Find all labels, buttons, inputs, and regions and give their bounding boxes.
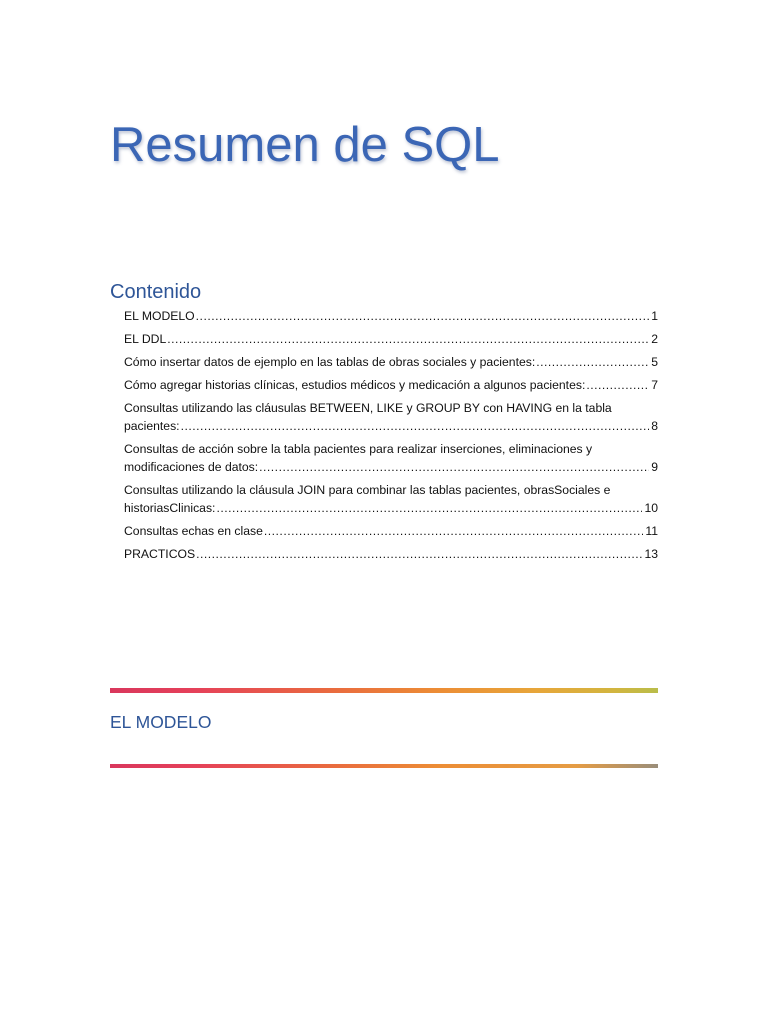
toc-line xyxy=(124,545,658,563)
toc-entry-consultas-accion[interactable] xyxy=(124,440,658,476)
toc-entry-text: EL DDL xyxy=(124,332,167,346)
toc-line xyxy=(124,376,658,394)
toc-entry-text-continued: modificaciones de datos: xyxy=(124,460,259,474)
toc-dot-leader xyxy=(196,545,642,563)
toc-entry-text-continued: historiasClinicas: xyxy=(124,501,216,515)
toc-entry-consultas-between[interactable] xyxy=(124,399,658,435)
toc-entry-el-modelo[interactable] xyxy=(124,307,658,325)
toc-entry-text: Consultas utilizando las cláusulas BETWEEN, LIKE y GROUP BY con HAVING en la tabla xyxy=(124,401,612,415)
toc-entry-text: Cómo agregar historias clínicas, estudios médicos y medicación a algunos pacientes: xyxy=(124,378,586,392)
toc-line xyxy=(124,458,658,476)
toc-page-number: 13 xyxy=(644,547,658,561)
toc-dot-leader xyxy=(264,522,643,540)
toc-dot-leader xyxy=(259,458,649,476)
toc-entry-consultas-clase[interactable] xyxy=(124,522,658,540)
toc-page-number: 1 xyxy=(651,309,658,323)
document-title: Resumen de SQL xyxy=(110,118,500,172)
section-divider-bottom xyxy=(110,764,658,768)
toc-entry-insertar-datos[interactable] xyxy=(124,353,658,371)
toc-page-number: 10 xyxy=(644,501,658,515)
toc-heading: Contenido xyxy=(110,281,202,303)
toc-entry-practicos[interactable] xyxy=(124,545,658,563)
toc-page-number: 9 xyxy=(651,460,658,474)
toc-line xyxy=(124,353,658,371)
toc-entry-consultas-join[interactable] xyxy=(124,481,658,517)
toc-entry-agregar-historias[interactable] xyxy=(124,376,658,394)
toc-entry-el-ddl[interactable] xyxy=(124,330,658,348)
toc-dot-leader xyxy=(181,417,650,435)
toc-page-number: 7 xyxy=(651,378,658,392)
toc-entry-text: Consultas utilizando la cláusula JOIN para combinar las tablas pacientes, obrasSociales e xyxy=(124,483,611,497)
toc-line xyxy=(124,499,658,517)
table-of-contents xyxy=(124,307,658,568)
section-heading: EL MODELO xyxy=(110,712,212,732)
toc-entry-text-continued: pacientes: xyxy=(124,419,180,433)
toc-page-number: 2 xyxy=(651,332,658,346)
toc-entry-text: Cómo insertar datos de ejemplo en las tablas de obras sociales y pacientes: xyxy=(124,355,536,369)
toc-entry-text: PRACTICOS xyxy=(124,547,196,561)
toc-line xyxy=(124,522,658,540)
toc-dot-leader xyxy=(536,353,649,371)
toc-entry-text: Consultas de acción sobre la tabla pacientes para realizar inserciones, eliminaciones y xyxy=(124,442,593,456)
toc-dot-leader xyxy=(586,376,649,394)
toc-entry-text: EL MODELO xyxy=(124,309,195,323)
toc-page-number: 5 xyxy=(651,355,658,369)
toc-line xyxy=(124,330,658,348)
toc-line xyxy=(124,307,658,325)
toc-page-number: 11 xyxy=(645,524,658,538)
toc-line xyxy=(124,417,658,435)
toc-dot-leader xyxy=(196,307,650,325)
toc-page-number: 8 xyxy=(651,419,658,433)
section-divider-top xyxy=(110,688,658,693)
toc-dot-leader xyxy=(167,330,649,348)
toc-entry-text: Consultas echas en clase xyxy=(124,524,263,538)
toc-dot-leader xyxy=(216,499,642,517)
